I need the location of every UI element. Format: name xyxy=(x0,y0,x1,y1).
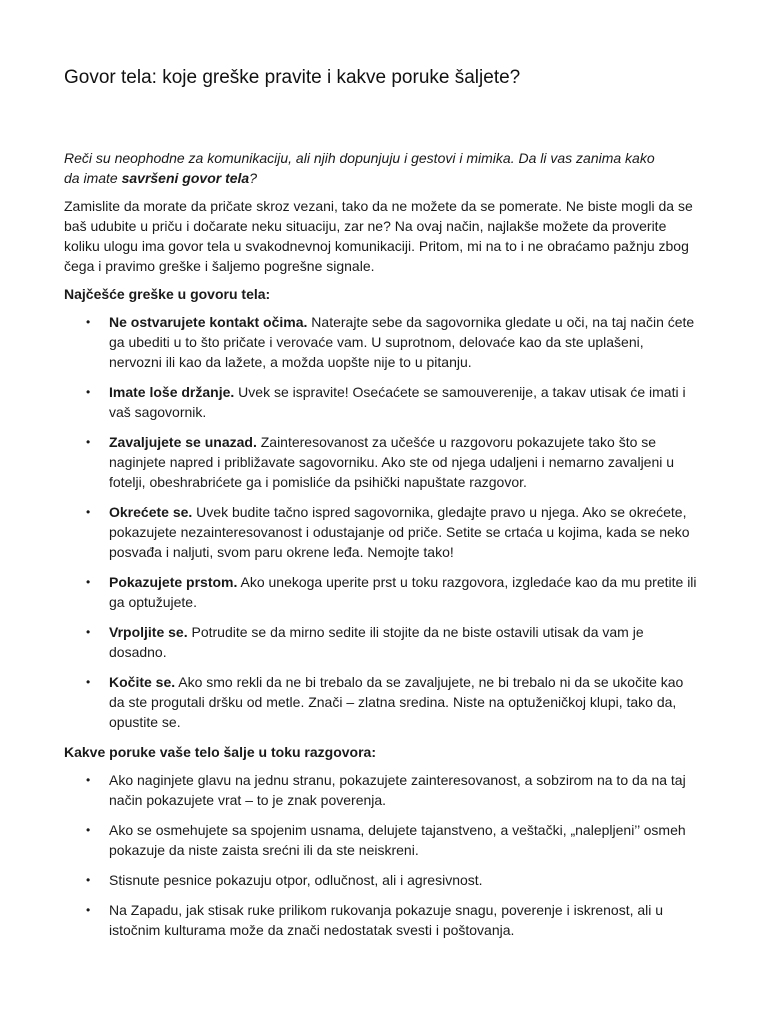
list-item xyxy=(64,622,699,662)
bullet-icon: • xyxy=(86,505,91,519)
list-item-text: Ako naginjete glavu na jednu stranu, pokazujete zainteresovanost, a sobzirom na to da na taj način pokazujete vrat – to je znak poverenja. xyxy=(109,772,686,808)
body-paragraph: Zamislite da morate da pričate skroz vezani, tako da ne možete da se pomerate. Ne biste mogli da se baš udubite u priču i dočarate neku situaciju, zar ne? Na ovaj način, najlakše možete da proverite koliku ulogu ima govor tela u svakodnevnoj komunikaciji. Pritom, mi na to i ne obraćamo pažnju zbog čega i pravimo greške i šaljemo pogrešne signale. xyxy=(64,198,693,274)
list-item-bold: Kočite se. xyxy=(109,674,176,690)
list-item-bold: Zavaljujete se unazad. xyxy=(109,434,257,450)
list-item-text: Potrudite se da mirno sedite ili stojite da ne biste ostavili utisak da vam je dosadno. xyxy=(109,624,644,660)
list-item-text: Ako unekoga uperite prst u toku razgovora, izgledaće kao da mu pretite ili ga optužujete. xyxy=(109,574,697,610)
list-item xyxy=(64,432,699,492)
intro-paragraph xyxy=(64,148,674,188)
list-item-bold: Okrećete se. xyxy=(109,504,193,520)
list-item-bold: Imate loše držanje. xyxy=(109,384,235,400)
list-item xyxy=(64,900,699,940)
bullet-icon: • xyxy=(86,903,91,917)
list-item xyxy=(64,820,699,860)
intro-bold: savršeni govor tela xyxy=(121,170,250,186)
intro-end: ? xyxy=(249,170,258,186)
bullet-icon: • xyxy=(86,773,91,787)
messages-list xyxy=(64,770,714,940)
list-item xyxy=(64,572,699,612)
section-heading-messages: Kakve poruke vaše telo šalje u toku razgovora: xyxy=(64,744,377,760)
page-title: Govor tela: koje greške pravite i kakve poruke šaljete? xyxy=(64,67,521,88)
section-heading-mistakes: Najčešće greške u govoru tela: xyxy=(64,286,271,302)
list-item-text: Uvek budite tačno ispred sagovornika, gledajte pravo u njega. Ako se okrećete, pokazujete nezainteresovanost i odustajanje od priče. Setite se crtaća u kojima, kada se neko posvađa i naljuti, svom paru okrene leđa. Nemojte tako! xyxy=(109,504,690,560)
list-item-text: Stisnute pesnice pokazuju otpor, odlučnost, ali i agresivnost. xyxy=(109,872,483,888)
list-item-bold: Ne ostvarujete kontakt očima. xyxy=(109,314,308,330)
bullet-icon: • xyxy=(86,873,91,887)
bullet-icon: • xyxy=(86,625,91,639)
bullet-icon: • xyxy=(86,575,91,589)
list-item-bold: Pokazujete prstom. xyxy=(109,574,238,590)
list-item-text: Ako se osmehujete sa spojenim usnama, delujete tajanstveno, a veštački, „nalepljeni’’ osmeh pokazuje da niste zaista srećni ili da ste neiskreni. xyxy=(109,822,686,858)
bullet-icon: • xyxy=(86,675,91,689)
bullet-icon: • xyxy=(86,385,91,399)
list-item-text: Ako smo rekli da ne bi trebalo da se zavaljujete, ne bi trebalo ni da se ukočite kao da ste progutali dršku od metle. Znači – zlatna sredina. Niste na optuženičkoj klupi, tako da, opustite se. xyxy=(109,674,684,730)
mistakes-list xyxy=(64,312,714,732)
document-page xyxy=(64,66,714,950)
list-item xyxy=(64,672,699,732)
list-item xyxy=(64,382,699,422)
list-item-text: Uvek se ispravite! Osećaćete se samouverenije, a takav utisak će imati i vaš sagovornik. xyxy=(109,384,686,420)
list-item xyxy=(64,770,699,810)
list-item xyxy=(64,312,699,372)
bullet-icon: • xyxy=(86,315,91,329)
intro-text: Reči su neophodne za komunikaciju, ali njih dopunjuju i gestovi i mimika. Da li vas zanima kako da imate xyxy=(64,150,655,186)
list-item-bold: Vrpoljite se. xyxy=(109,624,188,640)
bullet-icon: • xyxy=(86,823,91,837)
list-item xyxy=(64,870,699,890)
list-item-text: Naterajte sebe da sagovornika gledate u oči, na taj način ćete ga ubediti u to što pričate i verovaće vam. U suprotnom, delovaće kao da ste uplašeni, nervozni ili kao da lažete, a možda uopšte nije to u pitanju. xyxy=(109,314,695,370)
list-item-text: Na Zapadu, jak stisak ruke prilikom rukovanja pokazuje snagu, poverenje i iskrenost, ali u istočnim kulturama može da znači nedostatak svesti i poštovanja. xyxy=(109,902,664,938)
bullet-icon: • xyxy=(86,435,91,449)
list-item-text: Zainteresovanost za učešće u razgovoru pokazujete tako što se naginjete napred i približavate sagovorniku. Ako ste od njega udaljeni i nemarno zavaljeni u fotelji, obeshrabrićete ga i pomisliće da psihički napuštate razgovor. xyxy=(109,434,675,490)
list-item xyxy=(64,502,699,562)
